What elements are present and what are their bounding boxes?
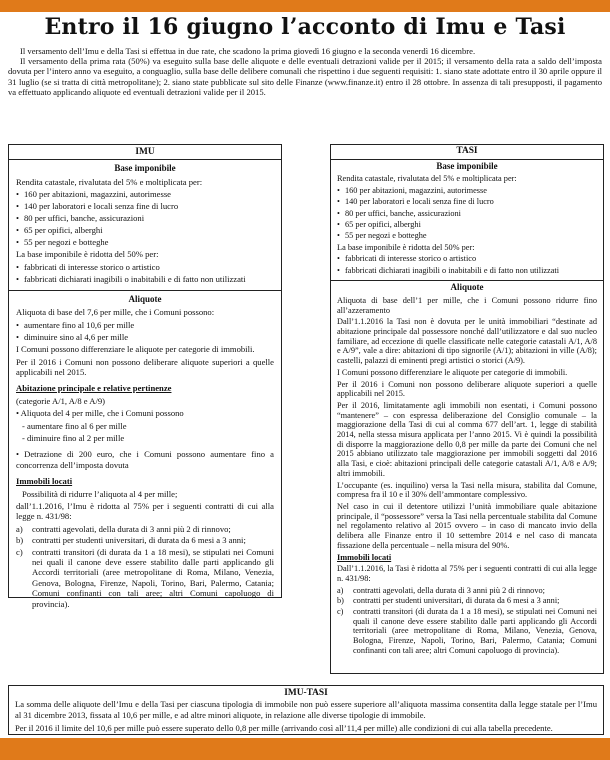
page-title: Entro il 16 giugno l’acconto di Imu e Tasi (44, 14, 566, 40)
list-item (337, 596, 597, 606)
tasi-aliquote-section (331, 280, 603, 659)
immobili-locati-title: Immobili locati (337, 552, 392, 562)
imu-aliquote-section (9, 290, 281, 614)
imu-tasi-box (8, 685, 604, 735)
list-text: contratti agevolati, della durata di 3 anni più 2 di rinnovo; (353, 585, 545, 595)
list-text: contratti agevolati, della durata di 3 anni più 2 di rinnovo; (32, 523, 231, 534)
imu-base-section (9, 160, 281, 290)
paragraph: Possibilità di ridurre l’aliquota al 4 per mille; (22, 488, 178, 499)
list-letter: c) (337, 607, 344, 617)
list-item: • 80 per uffici, banche, assicurazioni (337, 209, 597, 219)
tasi-base-section (331, 160, 603, 281)
list-item: • 55 per negozi e botteghe (16, 237, 274, 247)
paragraph: I Comuni possono differenziare le aliquote per categorie di immobili. (16, 344, 255, 355)
tasi-box (330, 144, 604, 674)
section-title: Aliquote (450, 282, 484, 293)
list-item: • aumentare fino al 10,6 per mille (16, 320, 274, 330)
paragraph: Per il 2016 i Comuni non possono deliberare aliquote superiori a quelle applicabili nel 2015. (16, 356, 274, 377)
intro-paragraph: Il versamento dell’Imu e della Tasi si effettua in due rate, che scadono la prima giovedì 16 giugno e la seconda venerdì 16 dicembre. (20, 46, 476, 56)
subsection-title (16, 476, 274, 486)
paragraph: Nel caso in cui il detentore utilizzi l’unità immobiliare quale abitazione principale, il “possessore” versa la Tasi nella percentuale stabilita dal Comune nel regolamento relativo al 2015 ovvero – in caso di mancato invio della delibera alle Finanze entro il 10 settembre 2014 e nel caso di mancata fissazione della percentuale – nella misura del 90%. (337, 502, 597, 550)
contratti-list (16, 524, 274, 609)
tasi-header: TASI (331, 145, 603, 160)
list-text: contratti per studenti universitari, di durata da 6 mesi a 3 anni; (32, 535, 246, 546)
bottom-accent-bar (0, 738, 610, 760)
paragraph: (categorie A/1, A/8 e A/9) (16, 395, 106, 406)
paragraph: La somma delle aliquote dell’Imu e della Tasi per ciascuna tipologia di immobile non può essere superiore all’aliquota massima consentita dalla legge statale per l’Imu al 31 dicembre 2013, fissata al 10,6 per mille, e ad altre minori aliquote, in relazione alle diverse tipologie di immobile. (15, 699, 597, 720)
paragraph: Per il 2016 i Comuni non possono deliberare aliquote superiori a quelle applicabili nel 2015. (337, 379, 597, 399)
aliquote-list (16, 320, 274, 342)
paragraph: Rendita catastale, rivalutata del 5% e moltiplicata per: (16, 176, 203, 187)
list-item (16, 547, 274, 609)
paragraph: Dall’1.1.2016 la Tasi non è dovuta per le unità immobiliari “destinate ad abitazione principale dal possessore nonché dall’utilizzatore e dal suo nucleo familiare, ad eccezione di quelle classificate nelle categorie catastali A/1, A/8 e A/9”, vale a dire: abitazioni di tipo signorile (A/1); abitazioni in ville (A/8); castelli, palazzi di eminenti pregi artistici o storici (A/9). (337, 317, 597, 366)
paragraph: • Aliquota del 4 per mille, che i Comuni possono (16, 408, 184, 419)
list-item (337, 586, 597, 596)
multiplier-list (16, 189, 274, 247)
list-item: • 160 per abitazioni, magazzini, autorimesse (337, 186, 597, 196)
paragraph: Per il 2016, limitatamente agli immobili non esentati, i Comuni possono “mantenere” – con espressa deliberazione del Consiglio comunale – la maggiorazione della Tasi di cui al comma 677 dell’art. 1, legge di stabilità 2014, nella stessa misura applicata per l’anno 2015. Vi è quindi la possibilità di disporre la maggiorazione dello 0,8 per mille da parte dei Comuni che nel 2015 abbiano utilizzato tale maggiorazione per immobili soggetti dal 2016 alla Tasi, e cioè: abitazioni principali delle categorie catastali A/1, A/8 e A/9; altri immobili. (337, 400, 597, 478)
list-text: contratti transitori (di durata da 1 a 18 mesi), se stipulati nei Comuni nei quali il canone deve essere stabilito dalle parti applicando gli Accordi territoriali (aree metropolitane di Roma, Milano, Venezia, Genova, Bologna, Firenze, Napoli, Torino, Bari, Palermo, Catania; Comuni confinanti con tali aree; altri Comuni capoluogo di provincia). (353, 607, 597, 655)
list-item: • 55 per negozi e botteghe (337, 231, 597, 241)
paragraph: Aliquota di base del 7,6 per mille, che i Comuni possono: (16, 307, 215, 318)
section-title: Base imponibile (114, 163, 176, 174)
immobili-locati-title: Immobili locati (16, 476, 73, 487)
intro-text (8, 46, 602, 97)
paragraph: - aumentare fino al 6 per mille (22, 420, 127, 431)
list-item: • 80 per uffici, banche, assicurazioni (16, 213, 274, 223)
paragraph: Aliquota di base dell’1 per mille, che i Comuni possono ridurre fino all’azzeramento (337, 295, 597, 315)
list-item: • fabbricati di interesse storico o artistico (16, 262, 274, 272)
multiplier-list (337, 186, 597, 241)
paragraph: Per il 2016 il limite del 10,6 per mille può essere superato dello 0,8 per mille (arrivando così all’11,4 per mille) alle condizioni di cui alla tabella precedente. (15, 723, 553, 734)
intro-paragraph: Il versamento della prima rata (50%) va eseguito sulla base delle aliquote e delle eventuali detrazioni valide per il 2015; il versamento della rata a saldo dell’imposta dovuta per l’intero anno va eseguito, a conguaglio, sulla base delle delibere comunali che rispettino i due seguenti requisiti: 1. siano state adottate entro il 30 aprile oppure il 31 luglio (se si tratta di città metropolitane); 2. siano state pubblicate sul sito delle Finanze (www.finanze.it) entro il 28 ottobre. In assenza di tali presupposti, il pagamento va effettuato applicando aliquote ed eventuali detrazioni valide per il 2015. (8, 56, 602, 97)
list-text: contratti per studenti universitari, di durata da 6 mesi a 3 anni; (353, 596, 560, 606)
list-item (337, 607, 597, 656)
imu-header: IMU (9, 145, 281, 160)
section-title: Base imponibile (436, 160, 498, 171)
paragraph: La base imponibile è ridotta del 50% per: (337, 242, 475, 252)
list-letter: b) (16, 535, 24, 546)
paragraph: • Detrazione di 200 euro, che i Comuni possono aumentare fino a concorrenza dell’imposta dovuta (16, 449, 274, 470)
paragraph: dall’1.1.2016, l’Imu è ridotta al 75% per i seguenti contratti di cui alla legge n. 431/98: (16, 500, 274, 522)
abitazione-title: Abitazione principale e relative pertinenze (16, 383, 172, 394)
imu-tasi-header: IMU-TASI (284, 688, 328, 698)
list-item: • 65 per opifici, alberghi (16, 225, 274, 235)
paragraph: I Comuni possono differenziare le aliquote per categorie di immobili. (337, 367, 568, 377)
list-text: contratti transitori (di durata da 1 a 18 mesi), se stipulati nei Comuni nei quali il canone deve essere stabilito dalle parti applicando gli Accordi territoriali (aree metropolitane di Roma, Milano, Venezia, Genova, Bologna, Firenze, Napoli, Torino, Bari, Palermo, Catania; Comuni confinanti con tali aree; altri Comuni capoluogo di provincia). (32, 546, 274, 609)
section-title: Aliquote (128, 293, 162, 304)
paragraph: - diminuire fino al 2 per mille (22, 432, 125, 443)
top-accent-bar (0, 0, 610, 12)
imu-box (8, 144, 282, 609)
list-item: • 65 per opifici, alberghi (337, 220, 597, 230)
list-item (16, 524, 274, 534)
list-item: • fabbricati dichiarati inagibili o inabitabili e di fatto non utilizzati (16, 274, 274, 284)
subsection-title (16, 383, 274, 393)
list-item: • 140 per laboratori e locali senza fine di lucro (337, 197, 597, 207)
paragraph: Dall’1.1.2016, la Tasi è ridotta al 75% per i seguenti contratti di cui alla legge n. 431/98: (337, 564, 597, 583)
paragraph: Rendita catastale, rivalutata del 5% e moltiplicata per: (337, 174, 517, 184)
list-item: • 140 per laboratori e locali senza fine di lucro (16, 201, 274, 211)
list-item: • fabbricati dichiarati inagibili o inabitabili e di fatto non utilizzati (337, 266, 597, 276)
list-letter: a) (16, 523, 23, 534)
reduced-list (337, 254, 597, 275)
list-letter: a) (337, 585, 344, 595)
reduced-list (16, 262, 274, 284)
list-item: • diminuire sino al 4,6 per mille (16, 332, 274, 342)
list-item: • 160 per abitazioni, magazzini, autorimesse (16, 189, 274, 199)
list-item: • fabbricati di interesse storico o artistico (337, 254, 597, 264)
list-letter: c) (16, 546, 23, 557)
subsection-title (337, 553, 597, 563)
list-item (16, 535, 274, 545)
paragraph: La base imponibile è ridotta del 50% per: (16, 249, 159, 260)
list-letter: b) (337, 596, 344, 606)
contratti-list (337, 586, 597, 656)
paragraph: L’occupante (es. inquilino) versa la Tasi nella misura, stabilita dal Comune, compresa fra il 10 e il 30% dell’ammontare complessivo. (337, 480, 597, 500)
